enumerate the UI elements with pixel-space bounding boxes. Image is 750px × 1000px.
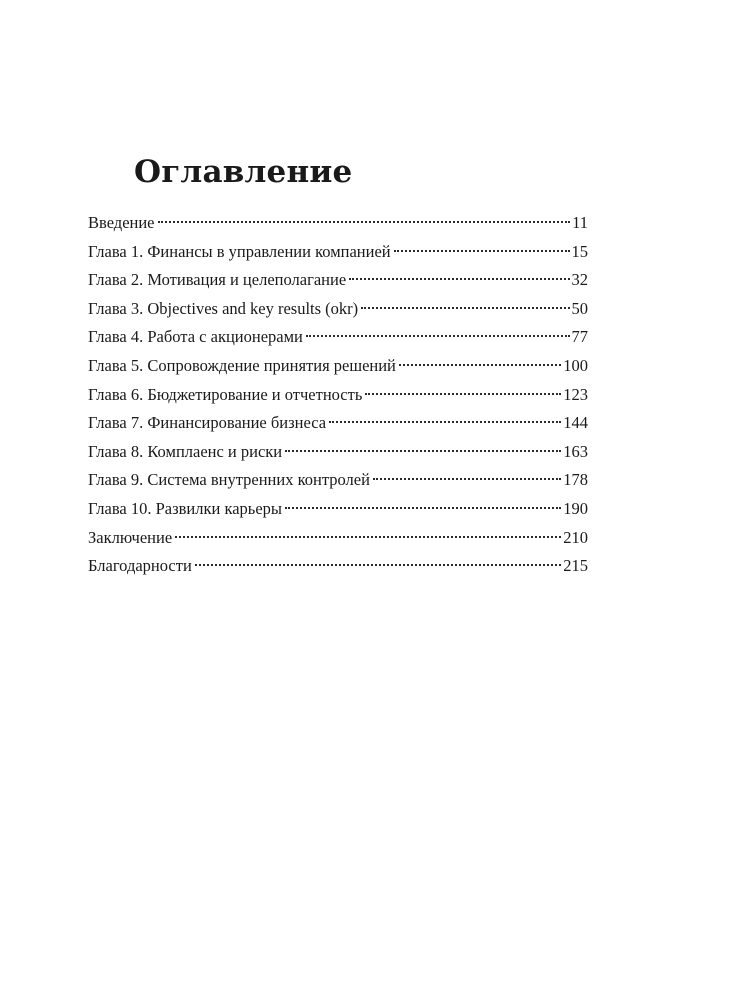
- toc-page-number: 210: [563, 527, 588, 547]
- toc-entry: [88, 295, 588, 324]
- toc-entry: [88, 381, 588, 410]
- toc-page-number: 163: [563, 441, 588, 461]
- dot-leader: [399, 364, 561, 366]
- dot-leader: [373, 478, 561, 480]
- toc-entry: [88, 466, 588, 495]
- dot-leader: [394, 250, 570, 252]
- toc-page-number: 123: [563, 384, 588, 404]
- toc-entry-title: Глава 9. Система внутренних контролей: [88, 470, 370, 490]
- dot-leader: [349, 278, 569, 280]
- dot-leader: [361, 307, 569, 309]
- toc-page-number: 11: [572, 213, 588, 232]
- toc-entry-title: Глава 6. Бюджетирование и отчетность: [88, 384, 363, 404]
- toc-entry-title: Заключение: [88, 527, 173, 547]
- toc-page-number: 15: [571, 241, 588, 261]
- toc-page-number: 32: [571, 270, 588, 290]
- toc-entry: [88, 209, 588, 238]
- toc-entry-title: Глава 1. Финансы в управлении компанией: [88, 241, 391, 261]
- page-title: Оглавление: [134, 154, 353, 190]
- toc-page-number: 100: [563, 355, 588, 375]
- toc-entry-title: Глава 8. Комплаенс и риски: [88, 441, 283, 461]
- toc-entry-title: Глава 3. Objectives and key results (okr): [88, 298, 359, 318]
- toc-entry: [88, 438, 588, 467]
- toc-entry-title: Глава 2. Мотивация и целеполагание: [88, 270, 347, 290]
- toc-entry-title: Глава 10. Развилки карьеры: [88, 498, 282, 518]
- toc-entry: [88, 552, 588, 581]
- dot-leader: [306, 335, 570, 337]
- toc-page-number: 215: [563, 556, 588, 576]
- dot-leader: [195, 564, 561, 566]
- table-of-contents: [88, 209, 588, 581]
- toc-entry-title: Глава 5. Сопровождение принятия решений: [88, 355, 396, 375]
- toc-page-number: 190: [563, 498, 588, 518]
- toc-page-number: 144: [563, 413, 588, 433]
- toc-entry-title: Глава 7. Финансирование бизнеса: [88, 413, 327, 433]
- dot-leader: [285, 450, 561, 452]
- dot-leader: [158, 221, 571, 223]
- dot-leader: [175, 536, 561, 538]
- dot-leader: [329, 421, 561, 423]
- toc-entry-title: Благодарности: [88, 556, 192, 576]
- toc-entry: [88, 524, 588, 553]
- toc-entry: [88, 495, 588, 524]
- toc-entry: [88, 238, 588, 267]
- toc-entry-title: Глава 4. Работа с акционерами: [88, 327, 303, 347]
- toc-entry-title: Введение: [88, 213, 155, 232]
- dot-leader: [365, 393, 561, 395]
- toc-entry: [88, 409, 588, 438]
- toc-page-number: 77: [571, 327, 588, 347]
- toc-entry: [88, 266, 588, 295]
- toc-page-number: 178: [563, 470, 588, 490]
- toc-entry: [88, 352, 588, 381]
- toc-page-number: 50: [571, 298, 588, 318]
- toc-entry: [88, 323, 588, 352]
- dot-leader: [285, 507, 561, 509]
